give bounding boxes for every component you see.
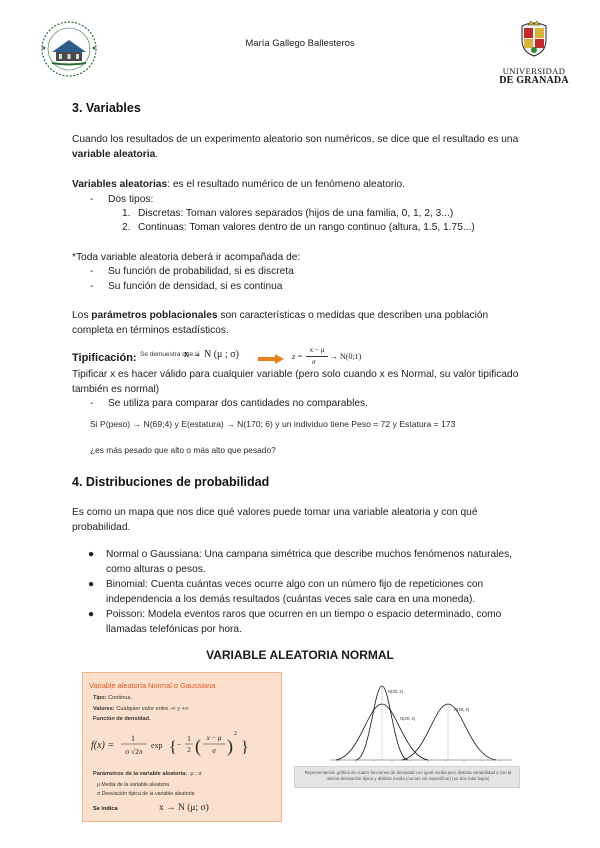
bullet-icon: ● (88, 579, 95, 590)
type-marker: 2. (122, 222, 131, 233)
type-item-discrete (122, 207, 453, 221)
note-item-text: Su función de densidad, si es continua (108, 281, 283, 292)
card-values (93, 706, 189, 712)
card-mu-desc: μ Media de la variable aleatoria (97, 782, 170, 788)
orange-arrow-icon (258, 354, 284, 364)
formula-den: σ √2π (125, 747, 143, 756)
figure-title: VARIABLE ALEATORIA NORMAL (206, 648, 394, 662)
svg-text:}: } (241, 739, 249, 756)
label-mid-curve: N(30; 4) (400, 716, 416, 721)
card-notation-formula: x → N (μ; σ) (159, 803, 209, 813)
university-logo (494, 20, 574, 90)
note-item-continuous: - Su función de densidad, si es continua (90, 281, 283, 292)
svg-text:): ) (227, 736, 233, 756)
card-values-label: Valores: (93, 706, 115, 712)
formula-inner-den: 2 (187, 746, 191, 754)
formula-num: 1 (131, 734, 135, 743)
university-name-line2: DE GRANADA (499, 75, 569, 86)
section-4-intro: Es como un mapa que nos dice qué valores puede tomar una variable aleatoria y con qué probabilidad. (72, 507, 478, 533)
section-3-title: 3. Variables (72, 101, 141, 115)
params-pre: Los (72, 310, 92, 321)
params-post: son características o medidas que describen una población completa en términos estadísticos. (72, 310, 489, 336)
card-params-label: Parámetros de la variable aleatoria: (93, 771, 188, 777)
types-label: - Dos tipos: (90, 194, 154, 205)
svg-text:{: { (169, 739, 177, 756)
figure-caption-text: Representación gráfica de cuatro funciones de densidad con igual media pero distinta variabilidad y con la misma desviación típica y distinta media (curvas sin especificar) (un dos más bajas) (304, 770, 512, 781)
tipification-formula: x → N (μ ; σ) (184, 349, 239, 360)
bullet-text: Binomial: Cuenta cuántas veces ocurre algo con un número fijo de repeticiones con independencia a los demás resultados (cuántas veces sale cara en una moneda). (106, 579, 484, 605)
density-formula (91, 725, 277, 765)
example-text: Si P(peso) → N(69;4) y E(estatura) → N(170; 6) y un individuo tiene Peso = 72 y Estatura = 173 (90, 419, 456, 429)
formula-lhs: f(x) = (91, 740, 115, 751)
card-density-text: Función de densidad. (93, 716, 151, 722)
svg-text:(: ( (195, 736, 201, 756)
label-top-curve: N(30; 2) (388, 689, 404, 694)
types-label-text: Dos tipos: (108, 194, 154, 205)
z-result: → N(0;1) (330, 352, 362, 361)
card-params-value: μ ; σ (190, 771, 202, 777)
svg-text:−: − (177, 740, 182, 749)
card-density-label (93, 716, 151, 722)
variables-definition (72, 178, 528, 193)
label-right-curve: N(40; 4) (454, 707, 470, 712)
section-3-intro (72, 133, 528, 162)
university-name-line1: UNIVERSIDAD (502, 66, 566, 76)
figure-caption (294, 766, 520, 788)
normal-curves-plot (326, 684, 516, 768)
definition-bold: Variables aleatorias (72, 179, 168, 190)
intro-end: . (155, 148, 159, 160)
formula-frac-den: σ (212, 747, 216, 755)
type-text: Continuas: Toman valores dentro de un rango continuo (altura, 1.5, 1.75...) (138, 222, 475, 233)
tipification-use-text: Se utiliza para comparar dos cantidades no comparables. (108, 398, 368, 409)
z-equals: z = (292, 352, 303, 361)
note-item-discrete: - Su función de probabilidad, si es discreta (90, 266, 294, 277)
card-params (93, 771, 202, 777)
tipification-row (72, 346, 528, 369)
parameters-paragraph (72, 309, 528, 338)
section-4-title: 4. Distribuciones de probabilidad (72, 475, 270, 489)
header-author: María Gallego Ballesteros (245, 38, 355, 49)
card-type-value: Continua. (108, 695, 133, 701)
type-item-continuous (122, 221, 475, 235)
bullet-icon: ● (88, 609, 95, 620)
type-text: Discretas: Toman valores separados (hijos de una familia, 0, 1, 2, 3...) (138, 208, 454, 219)
card-sigma-desc: σ Desviación típica de la variable aleatoria (97, 791, 195, 797)
tipification-small-text: Se demuestra que si (140, 351, 200, 358)
z-numerator: x − μ (309, 346, 325, 354)
definition-text: : es el resultado numérico de un fenómeno aleatorio. (167, 179, 406, 190)
z-denominator: σ (312, 358, 316, 366)
note-text: *Toda variable aleatoria deberá ir acompañada de: (72, 252, 301, 263)
params-bold: parámetros poblacionales (91, 310, 218, 321)
school-logo (38, 18, 100, 80)
note-item-text: Su función de probabilidad, si es discreta (108, 266, 294, 277)
bullet-text: Normal o Gaussiana: Una campana simétrica que describe muchos fenómenos naturales, como alturas o pesos. (106, 549, 513, 575)
formula-power: 2 (234, 731, 237, 737)
intro-bold: variable aleatoria (72, 148, 156, 160)
university-crest-icon (516, 20, 552, 58)
curve-right (402, 704, 496, 760)
example-question: ¿es más pesado que alto o más alto que pesado? (90, 445, 276, 455)
card-title: Variable aleatoria Normal o Gaussiana (89, 681, 216, 690)
card-notation-label: Se indica (93, 806, 118, 812)
card-values-value: Cualquier valor entre -∞ y +∞ (116, 706, 189, 712)
normal-variable-card (82, 672, 282, 822)
fraction-bar (306, 356, 328, 357)
tipification-label: Tipificación: (72, 352, 137, 364)
card-type (93, 695, 132, 701)
school-seal-icon (38, 18, 100, 80)
formula-frac-num: x − μ (206, 734, 222, 742)
formula-inner-num: 1 (187, 735, 191, 743)
intro-text: Cuando los resultados de un experimento aleatorio son numéricos, se dice que el resultado es una (72, 134, 519, 145)
bullet-text: Poisson: Modela eventos raros que ocurren en un tiempo o espacio determinado, como llamadas telefónicas por hora. (106, 609, 502, 635)
tipification-text: Tipificar x es hacer válido para cualquier variable (pero solo cuando x es Normal, su valor tipificado también es normal) (72, 369, 519, 395)
bullet-icon: ● (88, 549, 95, 560)
card-type-label: Tipo: (93, 695, 107, 701)
tipification-use: - Se utiliza para comparar dos cantidades no comparables. (90, 398, 368, 409)
type-marker: 1. (122, 208, 131, 219)
formula-exp: exp (151, 741, 163, 750)
